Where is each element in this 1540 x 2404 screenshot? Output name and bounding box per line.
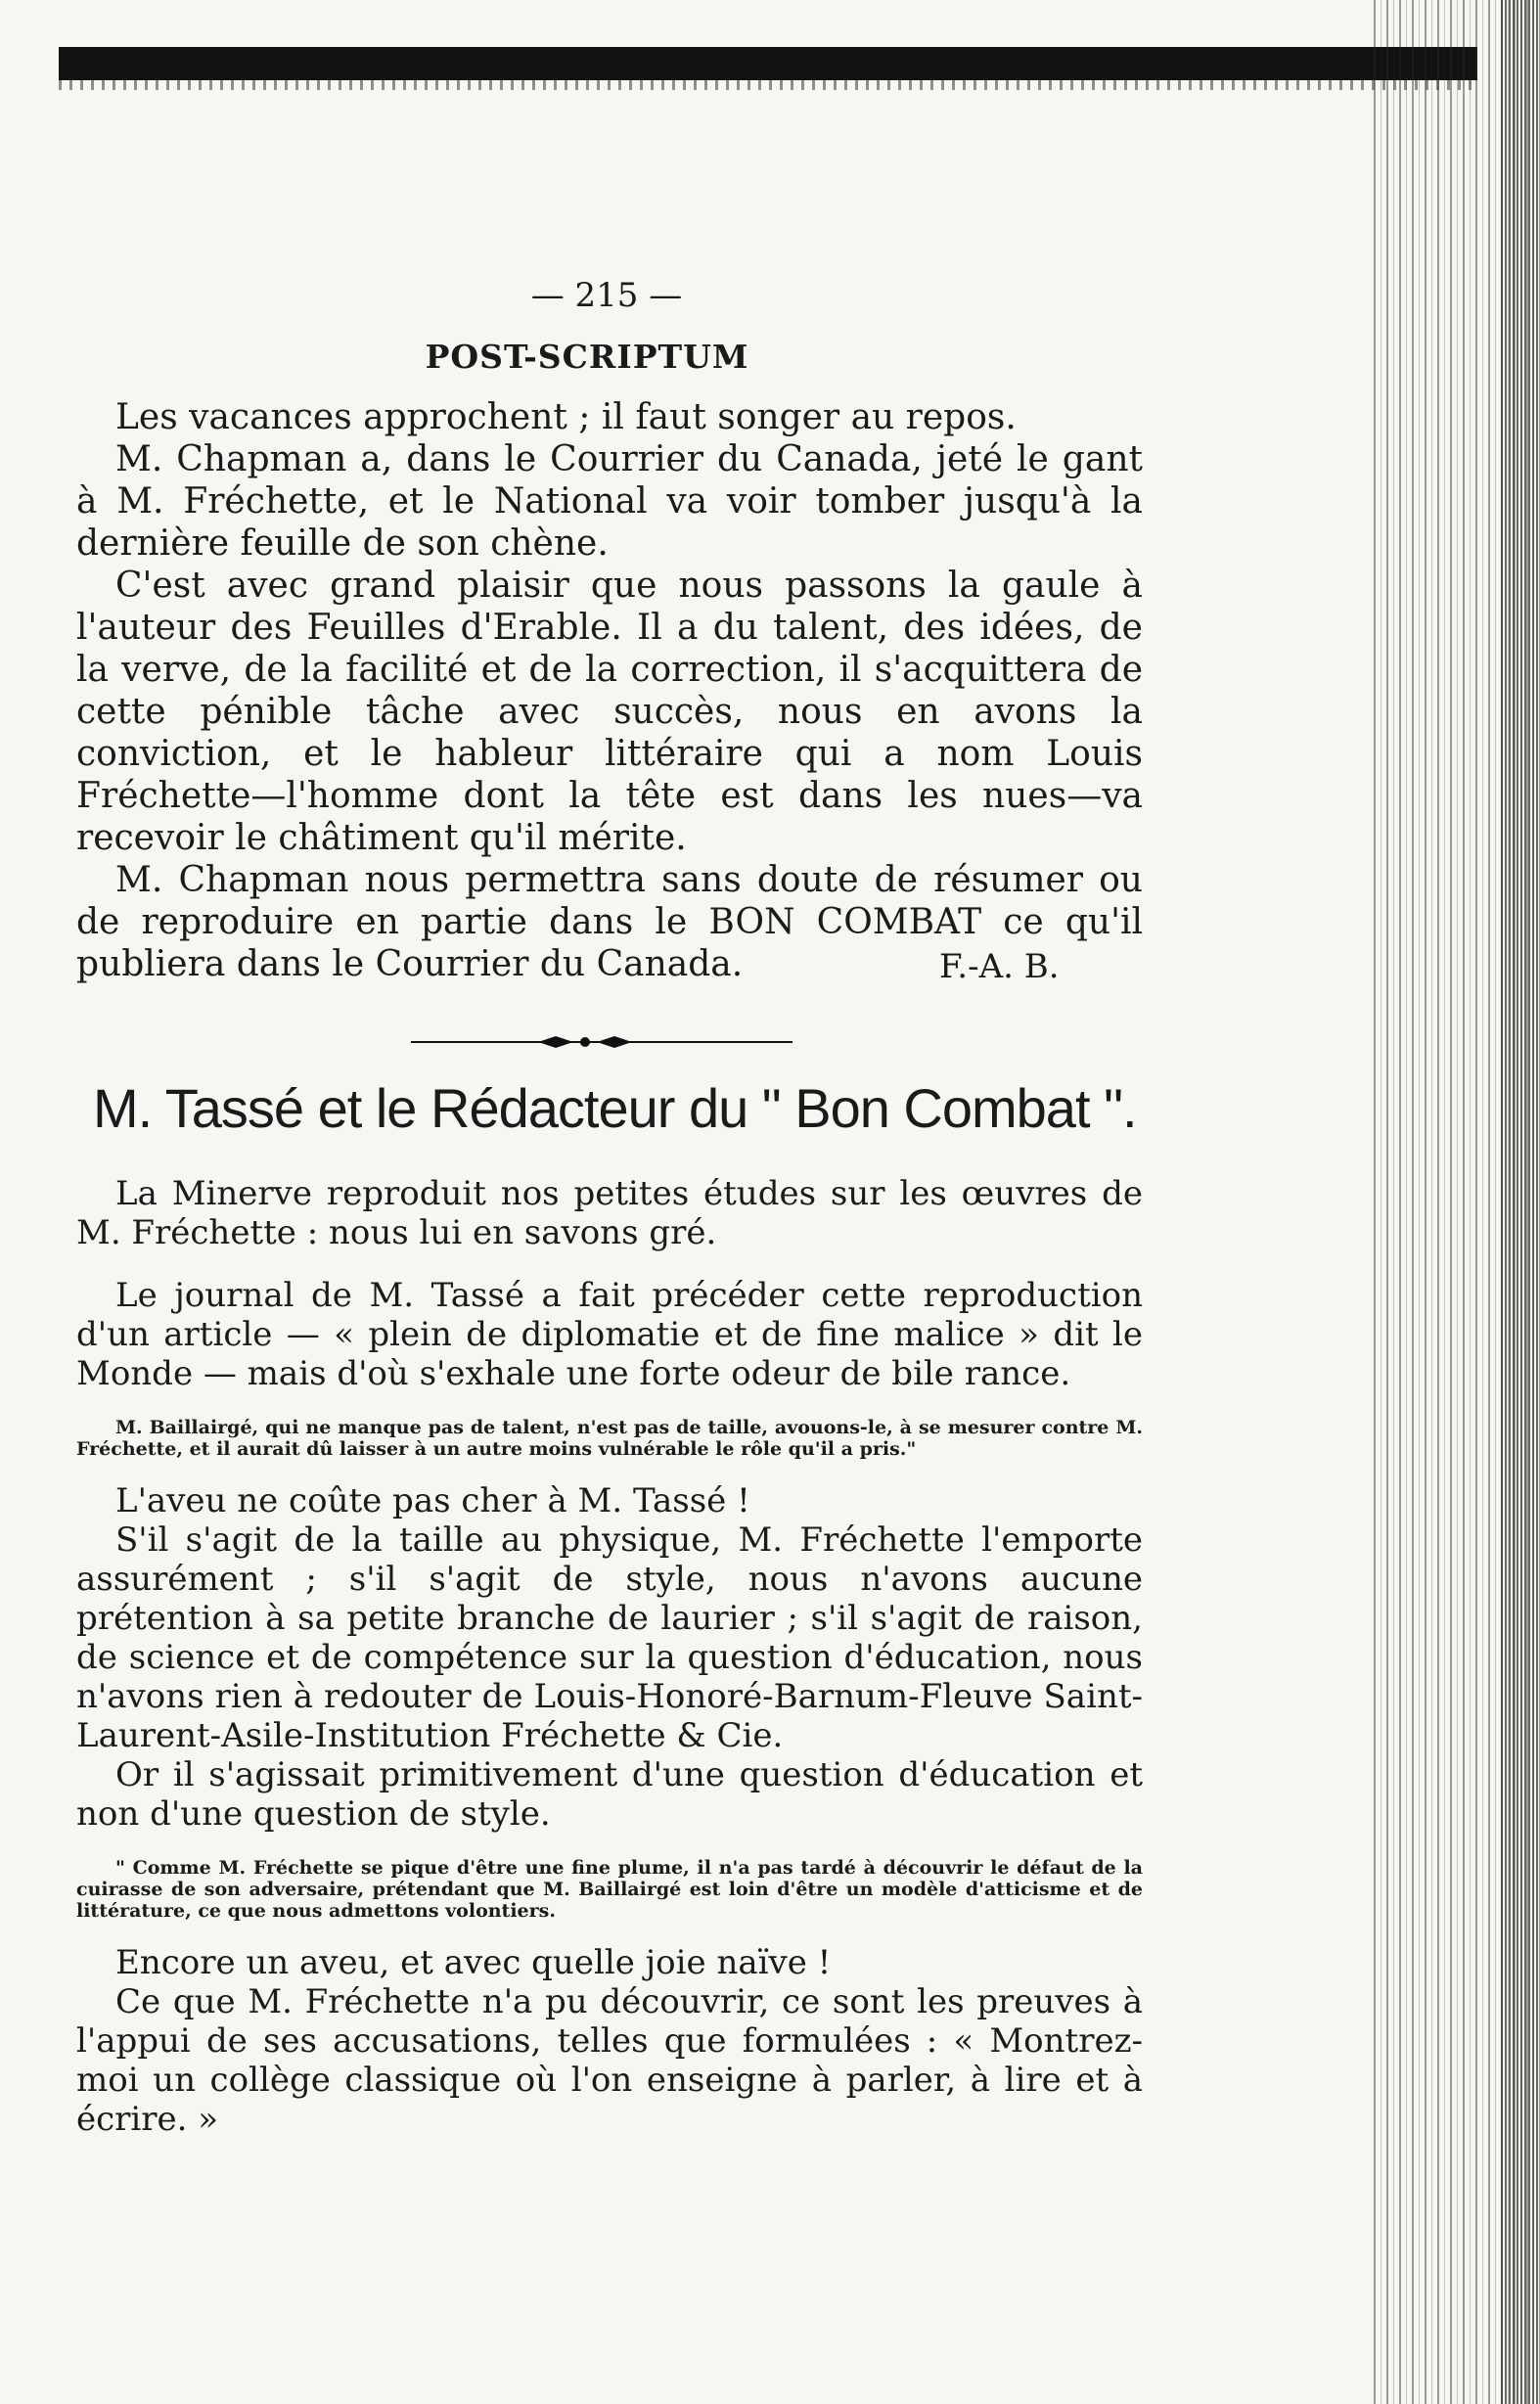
postscript-paragraph: C'est avec grand plaisir que nous passons la gaule à l'auteur des Feuilles d'Erable. Il a du talent, des idées, de la verve, de la facilité et de la correction, il s'acquittera de cette pénible tâche avec succès, nous en avons la conviction, et le hableur littéraire qui a nom Louis Fréchette—l'homme dont la tête est dans les nues—va recevoir le châtiment qu'il mérite. [76, 566, 1143, 858]
signature: F.-A. B. [939, 947, 1060, 986]
quoted-excerpt: " Comme M. Fréchette se pique d'être une fine plume, il n'a pas tardé à découvrir le défaut de la cuirasse de son adversaire, prétendant que M. Baillairgé est loin d'être un modèle d'atticisme et de littérature, ce que nous admettons volontiers. [76, 1857, 1143, 1922]
article-paragraph: L'aveu ne coûte pas cher à M. Tassé ! [115, 1481, 750, 1520]
article-paragraph: Ce que M. Fréchette n'a pu découvrir, ce sont les preuves à l'appui de ses accusations, telles que formulées : « Montrez-moi un collège classique où l'on enseigne à parler, à lire et à écrire. » [76, 1982, 1143, 2139]
article-paragraph: S'il s'agit de la taille au physique, M. Fréchette l'emporte assurément ; s'il s'agit de style, nous n'avons aucune prétention à sa petite branche de laurier ; s'il s'agit de raison, de science et de compétence sur la question d'éducation, nous n'avons rien à redouter de Louis-Honoré-Barnum-Fleuve Saint-Laurent-Asile-Institution Fréchette & Cie. [76, 1520, 1143, 1755]
article-title: M. Tassé et le Rédacteur du " Bon Combat ". [93, 1077, 1137, 1139]
article-paragraph: La Minerve reproduit nos petites études sur les œuvres de M. Fréchette : nous lui en savons gré. [76, 1174, 1143, 1252]
book-spine-edge [1501, 0, 1540, 2404]
postscript-body [76, 396, 1143, 985]
postscript-paragraph: M. Chapman a, dans le Courrier du Canada, jeté le gant à M. Fréchette, et le National va voir tomber jusqu'à la dernière feuille de son chène. [76, 439, 1143, 564]
section-divider-ornament [411, 1032, 793, 1052]
postscript-title: POST-SCRIPTUM [425, 338, 749, 376]
scan-top-border [59, 47, 1477, 80]
quoted-excerpt: M. Baillairgé, qui ne manque pas de talent, n'est pas de taille, avouons-le, à se mesurer contre M. Fréchette, et il aurait dû laisser à un autre moins vulnérable le rôle qu'il a pris." [76, 1417, 1143, 1460]
article-paragraph: Le journal de M. Tassé a fait précéder cette reproduction d'un article — « plein de diplomatie et de fine malice » dit le Monde — mais d'où s'exhale une forte odeur de bile rance. [76, 1276, 1143, 1393]
postscript-paragraph: Les vacances approchent ; il faut songer au repos. [115, 397, 1017, 437]
article-paragraph: Encore un aveu, et avec quelle joie naïve ! [115, 1943, 832, 1982]
article-body [76, 1174, 1143, 2162]
page-number: — 215 — [530, 276, 683, 315]
article-paragraph: Or il s'agissait primitivement d'une question d'éducation et non d'une question de style. [76, 1755, 1143, 1834]
postscript-paragraph: M. Chapman nous permettra sans doute de résumer ou de reproduire en partie dans le BON COMBAT ce qu'il publiera dans le Courrier du Canada. [76, 860, 1143, 984]
scan-noise-strip [59, 80, 1477, 90]
